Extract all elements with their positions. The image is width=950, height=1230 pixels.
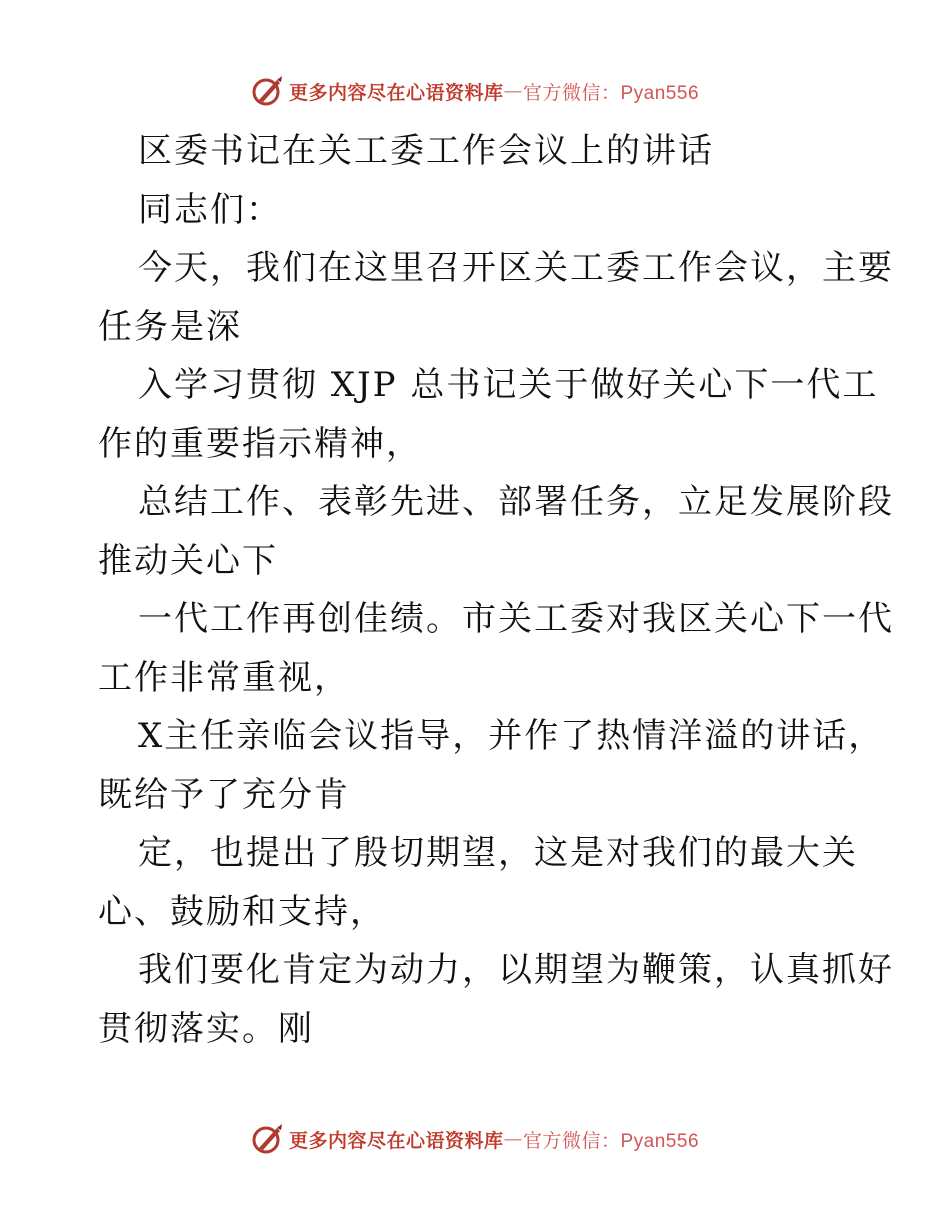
footer-watermark xyxy=(0,1122,950,1156)
text-line: 我们要化肯定为动力，以期望为鞭策，认真抓好 xyxy=(138,950,894,990)
text-line: 定，也提出了殷切期望，这是对我们的最大关 xyxy=(138,833,858,873)
text-line: 一代工作再创佳绩。市关工委对我区关心下一代 xyxy=(138,599,894,639)
text-line: 既给予了充分肯 xyxy=(98,774,350,815)
document-body xyxy=(98,122,894,1058)
text-line: 推动关心下 xyxy=(98,540,278,581)
salutation: 同志们： xyxy=(138,189,282,230)
text-line: 今天，我们在这里召开区关工委工作会议，主要 xyxy=(138,248,894,288)
text-line: 心、鼓励和支持， xyxy=(98,891,386,932)
watermark-separator: — xyxy=(503,80,523,102)
watermark-wechat-text: 官方微信：Pyan556 xyxy=(523,82,700,104)
text-line: 总结工作、表彰先进、部署任务，立足发展阶段 xyxy=(138,482,894,522)
text-line: 作的重要指示精神， xyxy=(98,423,422,464)
quill-pen-logo-icon xyxy=(251,74,285,108)
watermark-separator: — xyxy=(503,1128,523,1150)
document-title: 区委书记在关工委工作会议上的讲话 xyxy=(138,131,714,171)
text-line: 工作非常重视， xyxy=(98,657,350,698)
quill-pen-logo-icon xyxy=(251,1122,285,1156)
text-line: 任务是深 xyxy=(98,306,242,347)
watermark-wechat-text: 官方微信：Pyan556 xyxy=(523,1130,700,1152)
watermark-brand-text: 更多内容尽在心语资料库 xyxy=(288,1129,504,1152)
text-line: 贯彻落实。刚 xyxy=(98,1008,314,1049)
header-watermark xyxy=(0,74,950,108)
text-line: 入学习贯彻 XJP 总书记关于做好关心下一代工 xyxy=(138,365,879,405)
text-line: X主任亲临会议指导，并作了热情洋溢的讲话， xyxy=(138,716,885,756)
watermark-brand-text: 更多内容尽在心语资料库 xyxy=(288,81,504,104)
